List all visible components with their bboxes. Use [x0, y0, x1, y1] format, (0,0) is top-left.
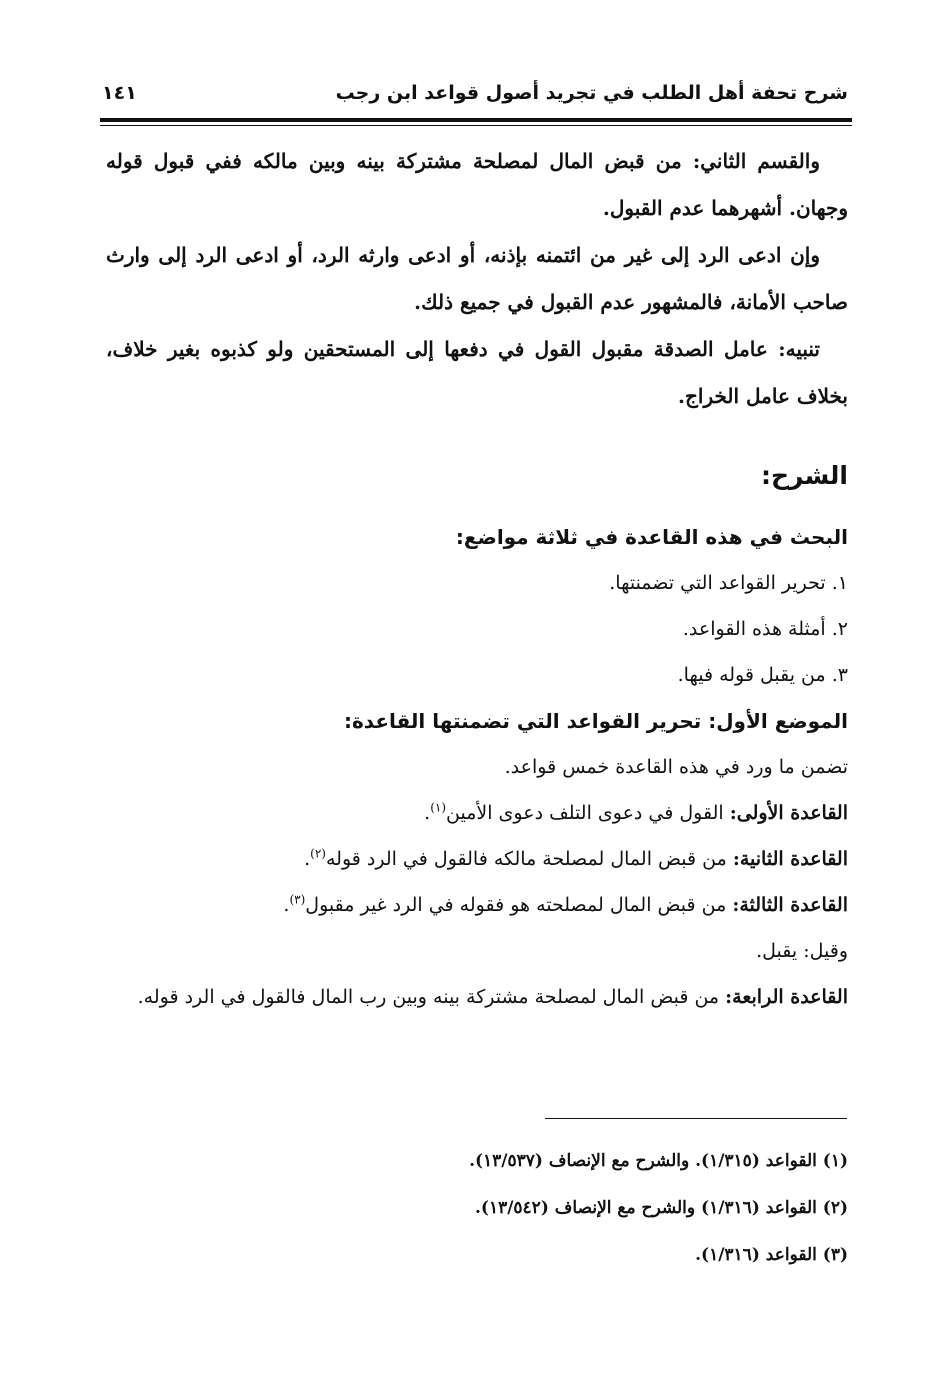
footnote-ref[interactable]: (٢) — [310, 846, 326, 861]
rule-3 — [106, 882, 848, 928]
rule-text: من قبض المال لمصلحته هو فقوله في الرد غير مقبول — [305, 894, 733, 916]
running-header — [100, 78, 848, 112]
paragraph-qism-thani: والقسم الثاني: من قبض المال لمصلحة مشتركة بينه وبين مالكه ففي قبول قوله وجهان. أشهرهما عدم القبول. — [106, 149, 848, 220]
paragraph-radd: وإن ادعى الرد إلى غير من ائتمنه بإذنه، أو ادعى وارثه الرد، أو ادعى الرد إلى وارث صاحب الأمانة، فالمشهور عدم القبول في جميع ذلك. — [106, 243, 848, 314]
paragraph-tanbeeh — [106, 326, 848, 420]
list-item: ١. تحرير القواعد التي تضمنتها. — [609, 572, 848, 594]
footnote-separator — [545, 1118, 847, 1119]
rule-text: من قبض المال لمصلحة مالكه فالقول في الرد قوله — [325, 848, 733, 870]
header-rule-thick — [100, 118, 852, 122]
rule-label: القاعدة الثالثة: — [732, 894, 848, 916]
footnote-1: (١) القواعد (١/٣١٥). والشرح مع الإنصاف (١٣/٥٣٧). — [469, 1151, 848, 1171]
list-item: ٣. من يقبل قوله فيها. — [677, 664, 848, 686]
sharh-intro: البحث في هذه القاعدة في ثلاثة مواضع: — [455, 525, 848, 549]
sharh-heading: الشرح: — [761, 461, 848, 490]
rule-end: . — [304, 848, 311, 870]
rule-label: القاعدة الثانية: — [732, 848, 848, 870]
footnote-ref[interactable]: (١) — [430, 800, 447, 815]
rule-label: القاعدة الرابعة: — [725, 986, 848, 1008]
rule-2 — [106, 836, 848, 882]
rule-end: . — [424, 802, 431, 824]
list-item: ٢. أمثلة هذه القواعد. — [682, 618, 848, 640]
rule-4 — [106, 974, 848, 1020]
rule-label: القاعدة الأولى: — [729, 802, 848, 824]
footnote-ref[interactable]: (٣) — [289, 892, 306, 907]
rule-text: القول في دعوى التلف دعوى الأمين — [446, 802, 730, 824]
header-rule-thin — [100, 125, 852, 126]
topics-list — [106, 560, 848, 698]
section1-heading: الموضع الأول: تحرير القواعد التي تضمنتها القاعدة: — [343, 709, 848, 733]
tanbeeh-body: عامل الصدقة مقبول القول في دفعها إلى المستحقين ولو كذبوه بغير خلاف، بخلاف عامل الخراج. — [106, 337, 848, 408]
footnote-3: (٣) القواعد (١/٣١٦). — [695, 1245, 848, 1265]
page-number: ١٤١ — [102, 82, 137, 104]
qeel-line: وقيل: يقبل. — [756, 940, 848, 962]
section1-intro: تضمن ما ورد في هذه القاعدة خمس قواعد. — [504, 756, 848, 778]
rule-end: . — [283, 894, 290, 916]
footnote-2: (٢) القواعد (١/٣١٦) والشرح مع الإنصاف (١٣/٥٤٢). — [474, 1198, 848, 1218]
rule-1 — [106, 790, 848, 836]
tanbeeh-label: تنبيه: — [778, 337, 820, 361]
header-title: شرح تحفة أهل الطلب في تجريد أصول قواعد ابن رجب — [335, 82, 848, 104]
main-text — [106, 138, 848, 1020]
footnotes — [248, 1138, 848, 1279]
rule-text: من قبض المال لمصلحة مشتركة بينه وبين رب المال فالقول في الرد قوله. — [137, 986, 726, 1008]
